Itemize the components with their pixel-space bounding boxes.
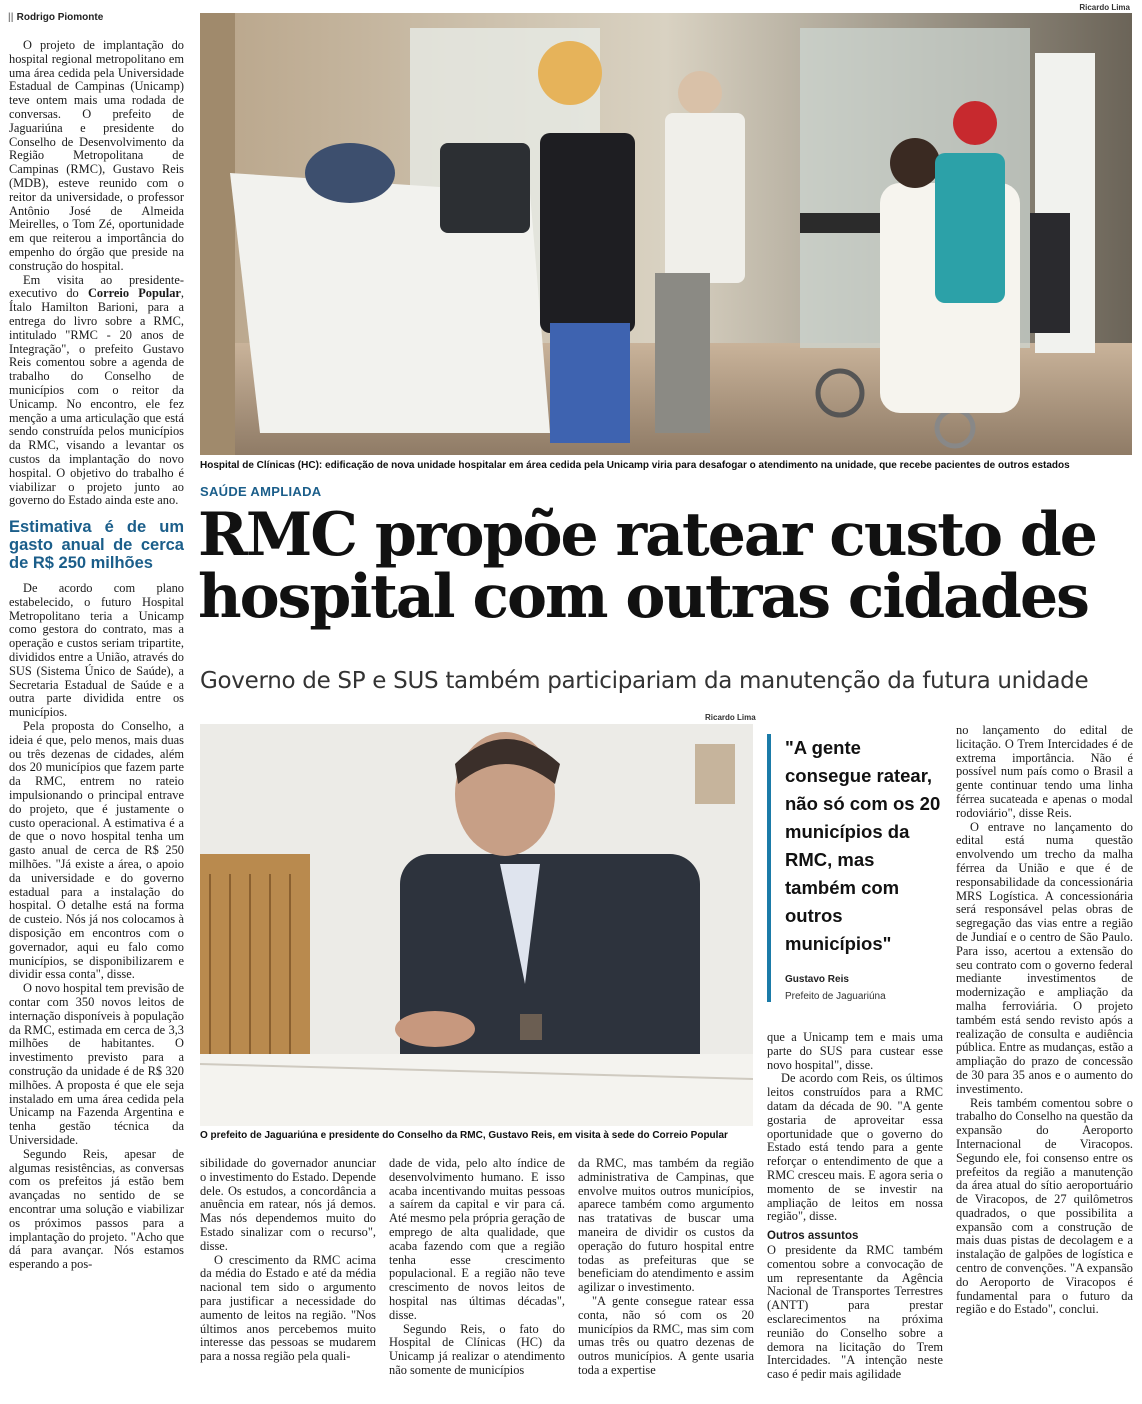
pull-quote-role: Prefeito de Jaguariúna [785, 991, 886, 1002]
pull-quote-text: "A gente consegue ratear, não só com os 20 municípios da RMC, mas também com outros municípios" [785, 737, 941, 954]
paragraph: O projeto de implantação do hospital regional metropolitano em uma área cedida pela Universidade Estadual de Campinas (Unicamp) teve ontem mais uma rodada de conversas. O prefeito de Jaguariúna e presidente do Conselho de Desenvolvimento da Região Metropolitana de Campinas (RMC), Gustavo Reis (MDB), esteve reunido com o reitor da universidade, o professor Antônio José de Almeida Meirelles, o Tom Zé, oportunidade em que reiterou a importância do empenho do órgão que preside na construção do hospital. [9, 38, 184, 273]
second-photo [200, 724, 753, 1126]
article-column-5 [767, 1031, 943, 1382]
paragraph: De acordo com plano estabelecido, o futuro Hospital Metropolitano teria a Unicamp como gestora do contrato, mas a operação e custos seriam tripartite, divididos entre a União, através do SUS (Sistema Único de Saúde), a Secretaria Estadual de Saúde e a outra parte dividida entre os municípios. [9, 581, 184, 720]
deck: Governo de SP e SUS também participariam da manutenção da futura unidade [200, 668, 1089, 694]
second-photo-credit: Ricardo Lima [705, 713, 756, 722]
article-column-3 [389, 1157, 565, 1378]
paragraph: De acordo com Reis, os últimos leitos construídos para a RMC datam da década de 90. "A gente gostaria de aproveitar essa oportunidade que o governo do Estado está tendo para a gente reforçar o entendimento de que a RMC cresceu mais. E agora seria o momento de se investir na ampliação de leitos em nossa região", disse. [767, 1071, 943, 1224]
paragraph: da RMC, mas também da região administrativa de Campinas, que envolve muitos outros municípios, aparece também como argumento nas tratativas de buscar uma maneira de dividir os custos da operação do futuro hospital entre todas as prefeituras que se beneficiam do atendimento e assim agilizar o investimento. [578, 1156, 754, 1295]
paragraph: sibilidade do governador anunciar o investimento do Estado. Depende dele. Os estudos, a concordância a anuência em ratear, nós já demos. Mas nós dependemos muito do Estado sinalizar com o recurso", disse. [200, 1156, 376, 1253]
paragraph: O presidente da RMC também comentou sobre a convocação de um representante da Agência Nacional de Transportes Terrestres (ANTT) para prestar esclarecimentos na próxima reunião do Conselho sobre a demora na licitação do Trem Intercidades. "A intenção neste caso é pedir mais agilidade [767, 1242, 943, 1382]
paragraph: no lançamento do edital de licitação. O Trem Intercidades é de extrema importância. Não é possível num país como o Brasil a gente continuar tendo uma linha férrea sucateada e apenas o modal rodoviário", disse Reis. [956, 723, 1133, 820]
mayor-portrait-image [200, 724, 753, 1126]
paragraph: Em visita ao presidente-executivo do Correio Popular, Ítalo Hamilton Barioni, para a entrega do livro sobre a RMC, intitulado "RMC - 20 anos de Integração", o prefeito Gustavo Reis comentou sobre a agenda de trabalho do Conselho de municípios com o reitor da Unicamp. No encontro, ele fez menção a uma articulação que está sendo construída pelos municípios da RMC, visando a levantar os custos da implantação do novo hospital. O objetivo do trabalho é viabilizar o projeto junto ao governo do Estado ainda este ano. [9, 272, 184, 508]
newspaper-name: Correio Popular [87, 286, 181, 301]
top-photo [200, 13, 1132, 455]
paragraph: Pela proposta do Conselho, a ideia é que, pelo menos, mais duas ou três dezenas de cidades, além dos 20 municípios que fazem parte da RMC, entrem no rateio impulsionando o principal entrave do projeto, que é justamente o custo operacional. A estimativa é a de que o novo hospital tenha um gasto anual de cerca de R$ 250 milhões. "Já existe a área, o apoio da universidade e do governo estadual para a instalação do hospital. O detalhe está na forma de custeio. Nós já nos colocamos à disposição em encontros com o governador, aqui eu falo como municípios, se disponibilizarem e dividir essa conta", disse. [9, 719, 184, 982]
paragraph: Segundo Reis, o fato do Hospital de Clínicas (HC) da Unicamp já realizar o atendimento não somente de municípios [389, 1321, 565, 1377]
byline: || Rodrigo Piomonte [8, 12, 104, 23]
headline-line-1: RMC propõe ratear custo de [198, 500, 1096, 570]
hospital-scene-image [200, 13, 1132, 455]
paragraph: O entrave no lançamento do edital está numa questão envolvendo um trecho da malha férrea da União e que é de responsabilidade da concessionária MRS Logística. A concessionária será responsável pelas obras de segregação das vias entre a região de Jundiaí e o centro de São Paulo. Para isso, acertou a extensão do seu contrato com o governo federal mediante investimentos de modernização e ampliação da malha ferroviária. O projeto também está sendo revisto após a realização de consulta e audiência pública. Entre as mudanças, estão a ampliação do prazo de concessão de 30 para 35 anos e o aumento do investimento. [956, 819, 1133, 1096]
article-column-1 [9, 39, 184, 1272]
pull-quote [767, 734, 942, 1002]
top-photo-credit: Ricardo Lima [1079, 3, 1130, 12]
paragraph: que a Unicamp tem e mais uma parte do SUS para custear esse novo hospital", disse. [767, 1030, 943, 1072]
article-column-6 [956, 724, 1133, 1317]
top-photo-caption: Hospital de Clínicas (HC): edificação de nova unidade hospitalar em área cedida pela Unicamp viria para desafogar o atendimento na unidade, que recebe pacientes de outros estados [200, 460, 1070, 471]
kicker: SAÚDE AMPLIADA [200, 484, 322, 499]
intertitle: Estimativa é de um gasto anual de cerca de R$ 250 milhões [9, 518, 184, 573]
paragraph: "A gente consegue ratear essa conta, não só com os 20 municípios da RMC, mas sim com umas três ou quatro dezenas de outros municípios. A gente usaria toda a expertise [578, 1293, 754, 1377]
second-photo-caption: O prefeito de Jaguariúna e presidente do Conselho da RMC, Gustavo Reis, em visita à sede do Correio Popular [200, 1130, 728, 1141]
headline-line-2: hospital com outras cidades [198, 562, 1088, 632]
paragraph: dade de vida, pelo alto índice de desenvolvimento humano. E isso acaba incentivando muitas pessoas a saírem da capital e vir para cá. Até mesmo pela própria geração de emprego de alta qualidade, que acaba fazendo com que a região tenha esse crescimento populacional. E a região não teve crescimento de novos leitos de hospital nas últimas décadas", disse. [389, 1156, 565, 1322]
subhead: Outros assuntos [767, 1230, 859, 1243]
paragraph: O crescimento da RMC acima da média do Estado e até da média nacional tem sido o argumento para justificar a necessidade do aumento de leitos na região. "Nos últimos anos percebemos muito interesse das pessoas se mudarem para a nossa região pela quali- [200, 1252, 376, 1364]
article-column-2 [200, 1157, 376, 1364]
paragraph: Reis também comentou sobre o trabalho do Conselho na questão da expansão do Aeroporto Internacional de Viracopos. Segundo ele, foi consenso entre os prefeitos da região a manutenção da área atual do sítio aeroportuário de Viracopos, de 27 quilômetros quadrados, o que possibilita a expansão com a construção de mais duas pistas de decolagem e a instalação de galpões de logística e centro de convenções. "A expansão do Aeroporto de Viracopos é fundamental para o futuro da região e do Estado", conclui. [956, 1095, 1133, 1317]
paragraph: Segundo Reis, apesar de algumas resistências, as conversas com os prefeitos já estão bem avançadas no sentido de se encontrar uma solução e viabilizar os próximos passos para a implantação do projeto. "Acho que dá para avançar. Nós estamos esperando a pos- [9, 1146, 184, 1272]
paragraph: O novo hospital tem previsão de contar com 350 novos leitos de internação disponíveis à população da RMC, estimada em cerca de 3,3 milhões de habitantes. O investimento previsto para a construção da unidade é de R$ 320 milhões. A proposta é que ele seja instalado em uma área cedida pela Unicamp na Fazenda Argentina e tenha gestão técnica da Universidade. [9, 981, 184, 1147]
article-column-4 [578, 1157, 754, 1378]
pull-quote-author: Gustavo Reis [785, 974, 849, 985]
headline [198, 500, 1128, 632]
